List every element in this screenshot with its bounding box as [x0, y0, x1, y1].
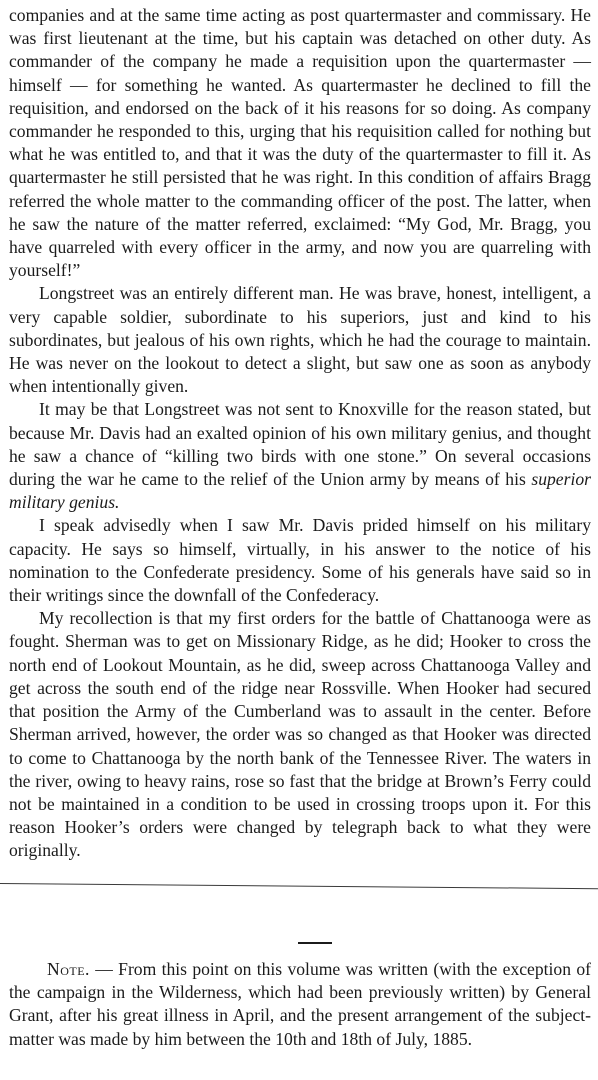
paragraph-davis-genius	[9, 398, 591, 514]
footnote	[9, 958, 591, 1051]
section-separator	[298, 942, 332, 944]
paragraph-davis-capacity: I speak advisedly when I saw Mr. Davis prided himself on his military capacity. He says so himself, virtually, in his answer to the notice of his nomination to the Confederate presidency. Some of his generals have said so in their writings since the downfall of the Confederacy.	[9, 515, 591, 606]
paragraph-longstreet: Longstreet was an entirely different man. He was brave, honest, intelligent, a very capable soldier, subordinate to his superiors, just and kind to his subordinates, but jealous of his own rights, which he had the courage to maintain. He was never on the lookout to detect a slight, but saw one as soon as anybody when intentionally given.	[9, 283, 591, 397]
main-text	[9, 4, 591, 863]
paragraph-bragg-quarrel: companies and at the same time acting as post quartermaster and commissary. He was first lieutenant at the time, but his captain was detached on other duty. As commander of the company he made a requisition upon the quartermaster — himself — for something he wanted. As quartermaster he declined to fill the requisition, and endorsed on the back of it his reasons for so doing. As company commander he responded to this, urging that his requisition called for nothing but what he was entitled to, and that it was the duty of the quartermaster to fill it. As quartermaster he still persisted that he was right. In this condition of affairs Bragg referred the whole matter to the commanding officer of the post. The latter, when he saw the nature of the matter referred, exclaimed: “My God, Mr. Bragg, you have quarreled with every officer in the army, and now you are quarreling with yourself!”	[9, 5, 591, 281]
page-fold-line	[0, 883, 598, 889]
note-paragraph	[9, 958, 591, 1051]
italic-phrase: superior military genius.	[9, 469, 591, 513]
paragraph-chattanooga-orders: My recollection is that my first orders for the battle of Chattanooga were as fought. Sherman was to get on Missionary Ridge, as he did; Hooker to cross the north end of Lookout Mountain, as he did, sweep across Chattanooga Valley and get across the south end of the ridge near Rossville. When Hooker had secured that position the Army of the Cumberland was to assault in the center. Before Sherman arrived, however, the order was so changed as that Hooker was directed to come to Chattanooga by the north bank of the Tennessee River. The waters in the river, owing to heavy rains, rose so fast that the bridge at Brown’s Ferry could not be maintained in a condition to be used in crossing troops upon it. For this reason Hooker’s orders were changed by telegraph back to what they were originally.	[9, 608, 591, 861]
note-text: — From this point on this volume was written (with the exception of the campaign in the Wilderness, which had been previously written) by General Grant, after his great illness in April, and the present arrangement of the subject-matter was made by him between the 10th and 18th of July, 1885.	[9, 959, 591, 1049]
paragraph-davis-genius-text: It may be that Longstreet was not sent to Knoxville for the reason stated, but because Mr. Davis had an exalted opinion of his own military genius, and thought he saw a chance of “killing two birds with one stone.” On several occasions during the war he came to the relief of the Union army by means of his	[9, 399, 591, 490]
note-label: Note.	[47, 959, 90, 979]
